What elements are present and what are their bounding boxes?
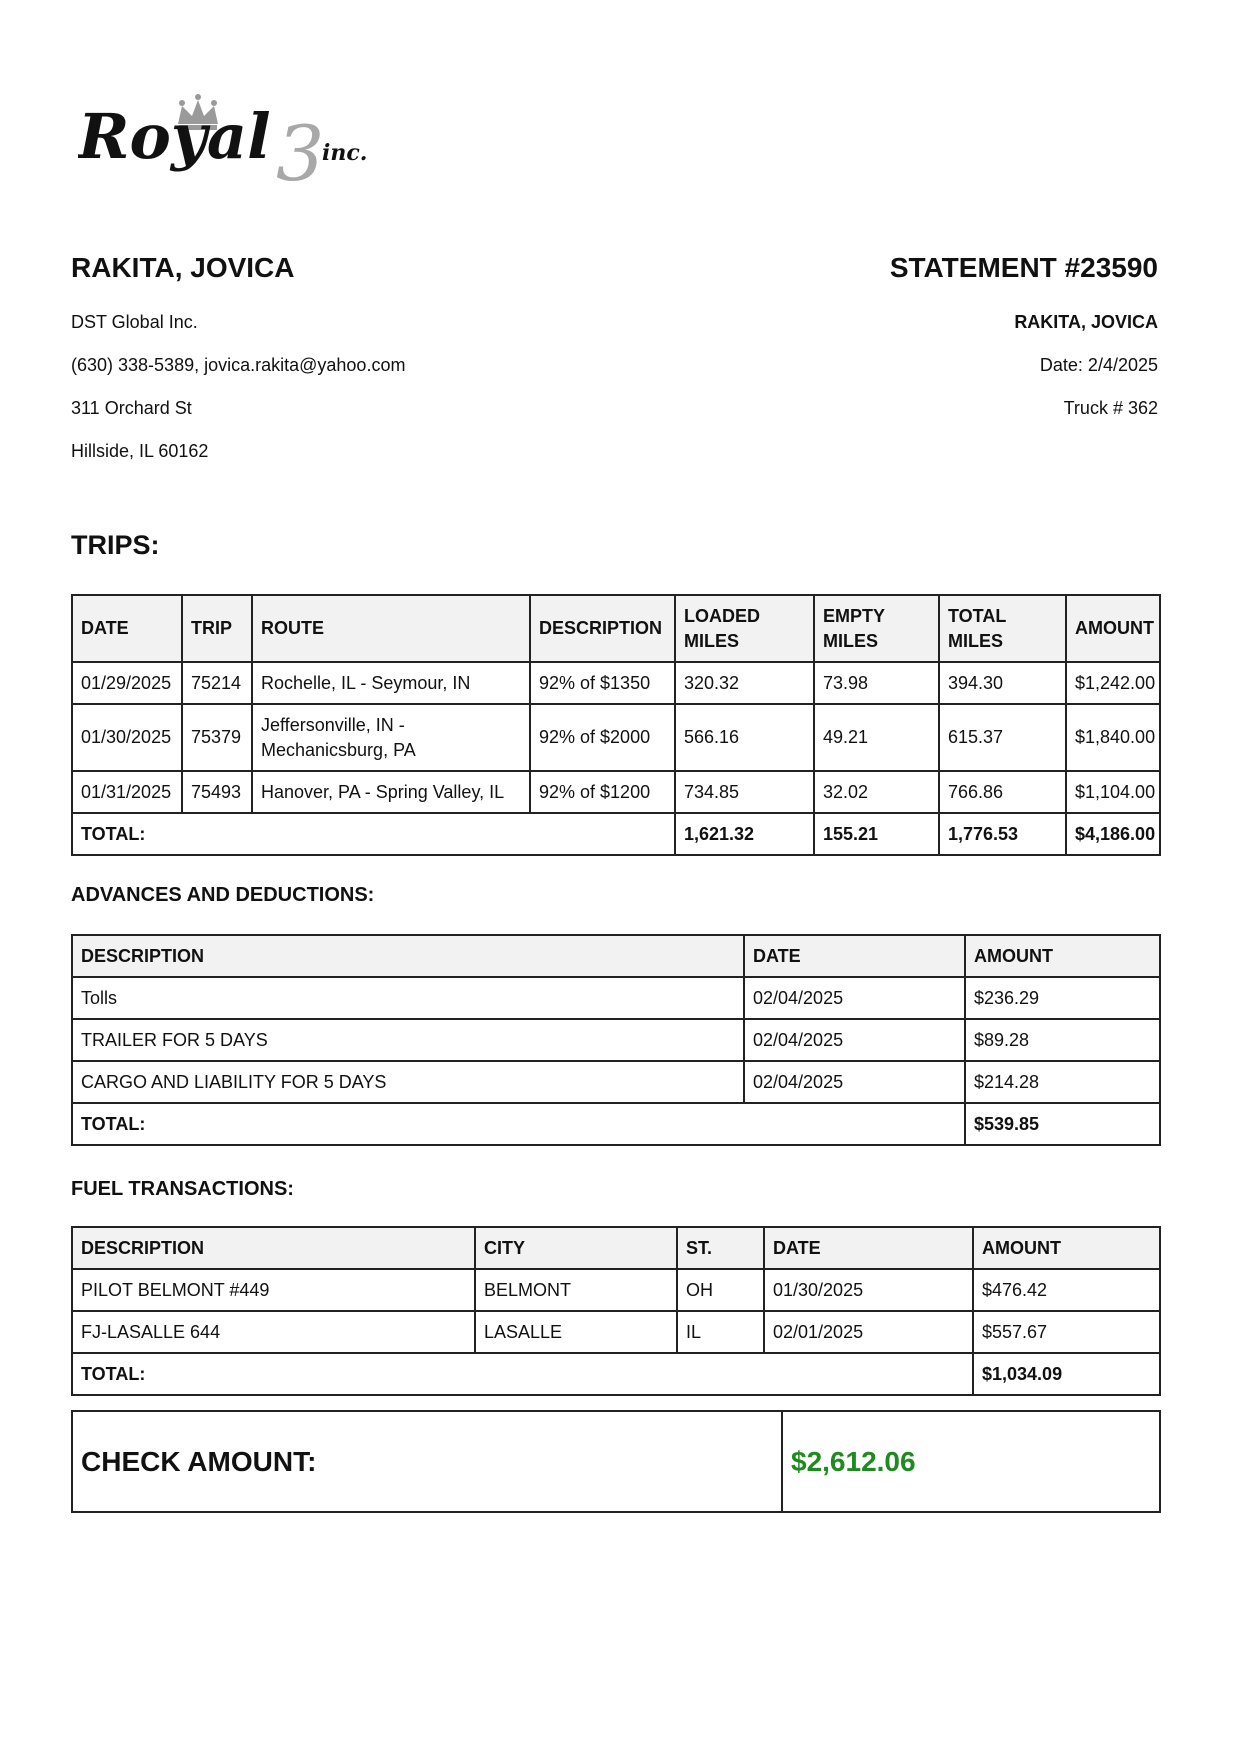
trip-total-miles: 766.86 [939, 771, 1066, 813]
check-row [72, 1411, 1160, 1512]
total-amount: $539.85 [965, 1103, 1160, 1145]
check-amount-value: $2,612.06 [782, 1411, 1160, 1512]
table-row [72, 1061, 1160, 1103]
logo-suffix: inc. [322, 140, 368, 166]
column-header: AMOUNT [965, 935, 1160, 977]
advances-header-row [72, 935, 1160, 977]
deduction-amount: $236.29 [965, 977, 1160, 1019]
table-row [72, 771, 1160, 813]
column-header: AMOUNT [973, 1227, 1160, 1269]
column-header: AMOUNT [1066, 595, 1160, 662]
trip-empty-miles: 32.02 [814, 771, 939, 813]
company-logo [78, 78, 378, 188]
advances-title: ADVANCES AND DEDUCTIONS: [71, 884, 375, 906]
column-header: DESCRIPTION [72, 1227, 475, 1269]
fuel-date: 01/30/2025 [764, 1269, 973, 1311]
deduction-description: Tolls [72, 977, 744, 1019]
column-header: TRIP [182, 595, 252, 662]
statement-info [890, 248, 1158, 419]
check-amount-box [71, 1410, 1161, 1513]
trip-loaded-miles: 566.16 [675, 704, 814, 771]
advances-total-row [72, 1103, 1160, 1145]
driver-address-line2: Hillside, IL 60162 [71, 441, 209, 461]
total-label: TOTAL: [72, 1353, 973, 1395]
statement-name: RAKITA, JOVICA [1014, 312, 1158, 332]
total-amount: $4,186.00 [1066, 813, 1160, 855]
driver-info [71, 248, 405, 462]
total-label: TOTAL: [72, 813, 675, 855]
table-row [72, 1269, 1160, 1311]
trip-loaded-miles: 320.32 [675, 662, 814, 704]
trip-date: 01/29/2025 [72, 662, 182, 704]
fuel-amount: $476.42 [973, 1269, 1160, 1311]
header-line: MILES [684, 630, 740, 651]
fuel-total-row [72, 1353, 1160, 1395]
trip-route [252, 704, 530, 771]
column-header: CITY [475, 1227, 677, 1269]
trips-header-row [72, 595, 1160, 662]
trip-description: 92% of $1200 [530, 771, 675, 813]
fuel-description: FJ-LASALLE 644 [72, 1311, 475, 1353]
column-header: DESCRIPTION [72, 935, 744, 977]
column-header: ST. [677, 1227, 764, 1269]
table-row [72, 1311, 1160, 1353]
trip-date: 01/30/2025 [72, 704, 182, 771]
header-line: EMPTY [823, 605, 886, 626]
total-amount: $1,034.09 [973, 1353, 1160, 1395]
deduction-amount: $89.28 [965, 1019, 1160, 1061]
total-total-miles: 1,776.53 [939, 813, 1066, 855]
header-line: LOADED [684, 605, 760, 626]
trip-route: Rochelle, IL - Seymour, IN [252, 662, 530, 704]
deduction-date: 02/04/2025 [744, 977, 965, 1019]
trip-amount: $1,104.00 [1066, 771, 1160, 813]
logo-numeral: 3 [276, 109, 325, 188]
deduction-description: TRAILER FOR 5 DAYS [72, 1019, 744, 1061]
column-header: ROUTE [252, 595, 530, 662]
trips-title: TRIPS: [71, 530, 160, 560]
total-empty-miles: 155.21 [814, 813, 939, 855]
column-header: DESCRIPTION [530, 595, 675, 662]
fuel-description: PILOT BELMONT #449 [72, 1269, 475, 1311]
trip-amount: $1,840.00 [1066, 704, 1160, 771]
table-row [72, 662, 1160, 704]
column-header: DATE [744, 935, 965, 977]
trip-number: 75493 [182, 771, 252, 813]
trip-description: 92% of $1350 [530, 662, 675, 704]
fuel-table [71, 1226, 1161, 1396]
trip-empty-miles: 73.98 [814, 662, 939, 704]
table-row [72, 977, 1160, 1019]
logo-wordmark: Royal [78, 100, 271, 173]
total-label: TOTAL: [72, 1103, 965, 1145]
deduction-date: 02/04/2025 [744, 1061, 965, 1103]
column-header [675, 595, 814, 662]
column-header [814, 595, 939, 662]
route-line: Mechanicsburg, PA [261, 739, 416, 760]
header-line: MILES [823, 630, 879, 651]
trip-number: 75214 [182, 662, 252, 704]
driver-name: RAKITA, JOVICA [71, 252, 295, 283]
deduction-date: 02/04/2025 [744, 1019, 965, 1061]
total-loaded-miles: 1,621.32 [675, 813, 814, 855]
driver-company: DST Global Inc. [71, 312, 198, 332]
header-line: TOTAL [948, 605, 1007, 626]
deduction-description: CARGO AND LIABILITY FOR 5 DAYS [72, 1061, 744, 1103]
trips-table [71, 594, 1161, 856]
deduction-amount: $214.28 [965, 1061, 1160, 1103]
trip-number: 75379 [182, 704, 252, 771]
fuel-header-row [72, 1227, 1160, 1269]
trips-total-row [72, 813, 1160, 855]
trip-total-miles: 615.37 [939, 704, 1066, 771]
table-row [72, 704, 1160, 771]
driver-address-line1: 311 Orchard St [71, 398, 192, 418]
column-header: DATE [764, 1227, 973, 1269]
statement-truck: Truck # 362 [1063, 398, 1158, 418]
fuel-amount: $557.67 [973, 1311, 1160, 1353]
statement-date: Date: 2/4/2025 [1039, 355, 1158, 375]
fuel-city: BELMONT [475, 1269, 677, 1311]
trip-total-miles: 394.30 [939, 662, 1066, 704]
fuel-city: LASALLE [475, 1311, 677, 1353]
trip-description: 92% of $2000 [530, 704, 675, 771]
trip-route: Hanover, PA - Spring Valley, IL [252, 771, 530, 813]
statement-title: STATEMENT #23590 [889, 252, 1158, 283]
trip-loaded-miles: 734.85 [675, 771, 814, 813]
advances-table [71, 934, 1161, 1146]
check-amount-label: CHECK AMOUNT: [72, 1411, 782, 1512]
table-row [72, 1019, 1160, 1061]
fuel-date: 02/01/2025 [764, 1311, 973, 1353]
trip-date: 01/31/2025 [72, 771, 182, 813]
fuel-title: FUEL TRANSACTIONS: [71, 1178, 294, 1200]
trip-empty-miles: 49.21 [814, 704, 939, 771]
trip-amount: $1,242.00 [1066, 662, 1160, 704]
driver-contact: (630) 338-5389, jovica.rakita@yahoo.com [71, 355, 406, 375]
column-header: DATE [72, 595, 182, 662]
column-header [939, 595, 1066, 662]
fuel-state: OH [677, 1269, 764, 1311]
route-line: Jeffersonville, IN - [261, 714, 405, 735]
header-line: MILES [948, 630, 1004, 651]
fuel-state: IL [677, 1311, 764, 1353]
